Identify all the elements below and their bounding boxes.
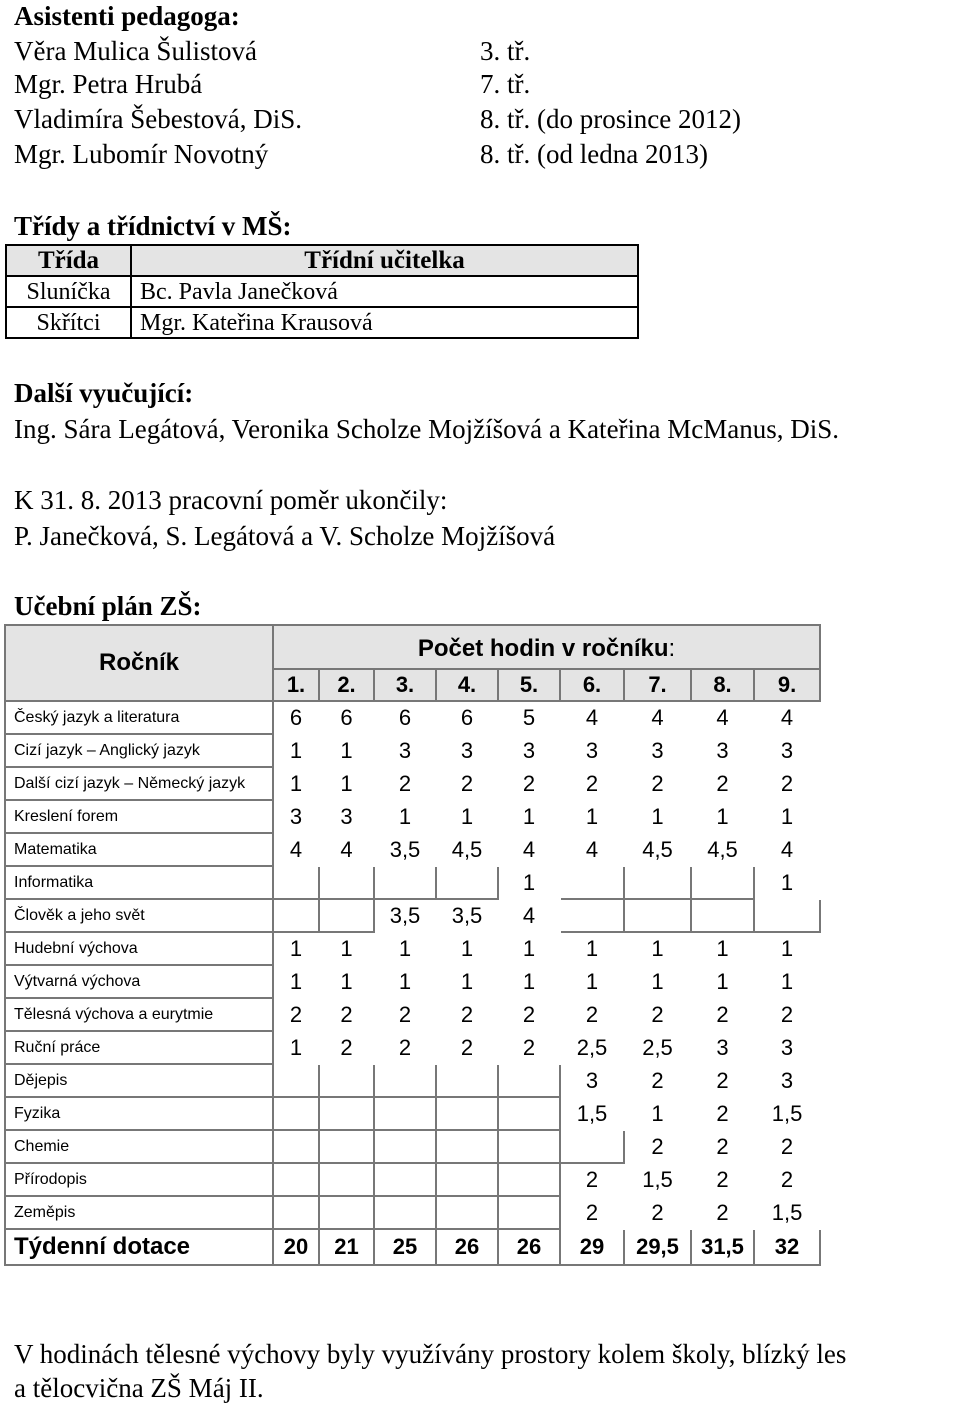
zs-heading: Učební plán ZŠ: — [14, 591, 202, 621]
zs-value-cell — [319, 1196, 374, 1229]
zs-value-cell: 4 — [273, 833, 319, 866]
zs-subject-cell: Přírodopis — [5, 1163, 273, 1196]
zs-value-cell: 2 — [498, 998, 560, 1031]
zs-value-cell: 3 — [498, 734, 560, 767]
zs-value-cell — [374, 866, 436, 899]
zs-grade-cell: 7. — [624, 669, 691, 701]
zs-value-cell: 2 — [691, 1163, 754, 1196]
zs-value-cell: 2 — [754, 767, 820, 800]
zs-value-cell: 1,5 — [624, 1163, 691, 1196]
zs-value-cell — [374, 1130, 436, 1163]
zs-value-cell: 1 — [319, 734, 374, 767]
zs-subject-cell: Matematika — [5, 833, 273, 866]
zs-value-cell — [319, 1163, 374, 1196]
zs-value-cell: 1 — [436, 932, 498, 965]
zs-value-cell: 3 — [374, 734, 436, 767]
zs-value-cell — [498, 1130, 560, 1163]
zs-value-cell: 3 — [691, 1031, 754, 1064]
zs-value-cell: 1,5 — [560, 1097, 624, 1130]
zs-value-cell: 2 — [560, 1196, 624, 1229]
zs-value-cell: 2 — [691, 767, 754, 800]
zs-value-cell: 1 — [319, 932, 374, 965]
zs-subject-cell: Dějepis — [5, 1064, 273, 1097]
zs-value-cell: 4,5 — [691, 833, 754, 866]
zs-value-cell: 2 — [436, 998, 498, 1031]
zs-total-cell: 32 — [754, 1229, 820, 1265]
zs-value-cell: 3 — [436, 734, 498, 767]
zs-value-cell: 2 — [436, 1031, 498, 1064]
zs-value-cell: 3 — [273, 800, 319, 833]
table-row — [5, 833, 820, 866]
ukoncili-line1: K 31. 8. 2013 pracovní poměr ukončily: — [14, 485, 448, 515]
zs-value-cell: 2 — [754, 1130, 820, 1163]
zs-value-cell: 3 — [754, 734, 820, 767]
asistent-class: 8. tř. (od ledna 2013) — [480, 139, 708, 169]
zs-subject-cell: Chemie — [5, 1130, 273, 1163]
zs-subject-cell: Kreslení forem — [5, 800, 273, 833]
zs-total-label: Týdenní dotace — [5, 1229, 273, 1265]
ms-col-class: Třída — [6, 245, 131, 276]
zs-value-cell — [273, 1196, 319, 1229]
footer-line1: V hodinách tělesné výchovy byly využívány prostory kolem školy, blízký les — [14, 1339, 847, 1369]
ms-table — [5, 244, 639, 339]
zs-value-cell — [319, 1097, 374, 1130]
zs-value-cell: 1 — [319, 767, 374, 800]
zs-header-row — [5, 625, 820, 669]
zs-value-cell: 2 — [754, 998, 820, 1031]
zs-value-cell: 6 — [436, 701, 498, 734]
zs-grade-cell: 3. — [374, 669, 436, 701]
zs-value-cell: 1 — [374, 965, 436, 998]
table-row — [5, 965, 820, 998]
zs-value-cell: 6 — [374, 701, 436, 734]
zs-value-cell: 1 — [754, 800, 820, 833]
table-row — [5, 701, 820, 734]
zs-value-cell — [319, 1064, 374, 1097]
zs-value-cell: 4 — [498, 833, 560, 866]
asistent-name: Věra Mulica Šulistová — [14, 36, 257, 66]
zs-value-cell — [691, 899, 754, 932]
zs-value-cell: 1 — [498, 965, 560, 998]
zs-value-cell: 2 — [624, 1064, 691, 1097]
zs-value-cell: 1 — [436, 800, 498, 833]
zs-value-cell: 2 — [560, 767, 624, 800]
zs-col-group-label: Počet hodin v ročníku — [417, 635, 669, 662]
zs-value-cell: 2 — [498, 1031, 560, 1064]
zs-value-cell: 1 — [498, 932, 560, 965]
zs-value-cell — [754, 899, 820, 932]
zs-value-cell — [560, 866, 624, 899]
zs-total-cell: 29,5 — [624, 1229, 691, 1265]
zs-value-cell: 3 — [624, 734, 691, 767]
zs-col-subject: Ročník — [5, 625, 273, 701]
table-row — [5, 734, 820, 767]
zs-subject-cell: Informatika — [5, 866, 273, 899]
zs-value-cell: 1 — [691, 800, 754, 833]
zs-value-cell: 2 — [624, 1196, 691, 1229]
zs-value-cell: 1 — [691, 932, 754, 965]
ms-teacher-cell: Mgr. Kateřina Krausová — [131, 307, 638, 338]
ms-table-header — [6, 245, 638, 276]
zs-subject-cell: Ruční práce — [5, 1031, 273, 1064]
zs-value-cell: 1,5 — [754, 1097, 820, 1130]
zs-subject-cell: Český jazyk a literatura — [5, 701, 273, 734]
zs-value-cell — [436, 1163, 498, 1196]
zs-value-cell — [436, 1130, 498, 1163]
zs-value-cell — [498, 1097, 560, 1130]
asistent-name: Vladimíra Šebestová, DiS. — [14, 104, 302, 134]
zs-value-cell: 3 — [560, 734, 624, 767]
zs-value-cell — [273, 899, 319, 932]
zs-value-cell: 2 — [319, 1031, 374, 1064]
footer-line2: a tělocvična ZŠ Máj II. — [14, 1373, 264, 1403]
table-row — [5, 932, 820, 965]
zs-grade-cell: 2. — [319, 669, 374, 701]
zs-value-cell — [498, 1163, 560, 1196]
zs-value-cell: 2 — [691, 998, 754, 1031]
zs-total-cell: 29 — [560, 1229, 624, 1265]
zs-value-cell: 2 — [374, 1031, 436, 1064]
zs-value-cell — [319, 1130, 374, 1163]
zs-value-cell: 2 — [691, 1097, 754, 1130]
zs-value-cell: 1 — [374, 932, 436, 965]
zs-value-cell: 6 — [319, 701, 374, 734]
zs-value-cell: 1 — [374, 800, 436, 833]
zs-value-cell: 4 — [498, 899, 560, 932]
zs-value-cell — [498, 1064, 560, 1097]
zs-value-cell: 2 — [374, 998, 436, 1031]
zs-value-cell: 1 — [273, 932, 319, 965]
zs-value-cell: 3,5 — [436, 899, 498, 932]
zs-value-cell — [624, 866, 691, 899]
asistent-name: Mgr. Lubomír Novotný — [14, 139, 269, 169]
zs-value-cell: 1 — [624, 800, 691, 833]
zs-value-cell: 4 — [624, 701, 691, 734]
zs-value-cell: 2 — [374, 767, 436, 800]
table-row — [5, 767, 820, 800]
zs-value-cell: 1 — [273, 734, 319, 767]
zs-value-cell: 2 — [691, 1196, 754, 1229]
zs-value-cell: 2 — [691, 1064, 754, 1097]
dalsi-heading: Další vyučující: — [14, 378, 194, 408]
zs-value-cell: 2 — [560, 998, 624, 1031]
ms-col-teacher: Třídní učitelka — [131, 245, 638, 276]
ms-class-cell: Skřítci — [6, 307, 131, 338]
table-row — [5, 899, 820, 932]
zs-value-cell — [436, 1196, 498, 1229]
zs-value-cell — [319, 899, 374, 932]
zs-value-cell: 4,5 — [436, 833, 498, 866]
zs-value-cell — [560, 1130, 624, 1163]
table-row — [5, 1163, 820, 1196]
zs-grade-cell: 8. — [691, 669, 754, 701]
zs-value-cell: 2,5 — [624, 1031, 691, 1064]
zs-value-cell: 2 — [624, 767, 691, 800]
table-row — [5, 800, 820, 833]
zs-value-cell: 1,5 — [754, 1196, 820, 1229]
table-row — [5, 1097, 820, 1130]
zs-value-cell — [374, 1097, 436, 1130]
zs-value-cell: 1 — [754, 965, 820, 998]
ukoncili-line2: P. Janečková, S. Legátová a V. Scholze Mojžíšová — [14, 521, 556, 551]
table-row — [5, 866, 820, 899]
zs-subject-cell: Cizí jazyk – Anglický jazyk — [5, 734, 273, 767]
zs-value-cell: 2 — [319, 998, 374, 1031]
zs-value-cell: 4 — [754, 833, 820, 866]
zs-total-cell: 31,5 — [691, 1229, 754, 1265]
zs-value-cell: 2 — [436, 767, 498, 800]
zs-value-cell — [498, 1196, 560, 1229]
zs-value-cell — [624, 899, 691, 932]
zs-body — [5, 701, 820, 1229]
zs-value-cell: 3,5 — [374, 899, 436, 932]
zs-value-cell: 2 — [624, 1130, 691, 1163]
zs-value-cell: 3 — [319, 800, 374, 833]
zs-value-cell: 2 — [754, 1163, 820, 1196]
zs-value-cell — [436, 1064, 498, 1097]
zs-value-cell: 2 — [560, 1163, 624, 1196]
zs-col-group-colon: : — [668, 635, 676, 662]
zs-value-cell: 1 — [754, 866, 820, 899]
zs-value-cell — [436, 866, 498, 899]
zs-value-cell — [319, 866, 374, 899]
zs-total-row — [5, 1229, 820, 1265]
zs-value-cell: 1 — [436, 965, 498, 998]
zs-total-cell: 20 — [273, 1229, 319, 1265]
zs-subject-cell: Výtvarná výchova — [5, 965, 273, 998]
zs-value-cell: 4 — [319, 833, 374, 866]
zs-value-cell — [273, 866, 319, 899]
zs-value-cell: 2 — [624, 998, 691, 1031]
zs-value-cell: 1 — [560, 800, 624, 833]
zs-value-cell — [374, 1163, 436, 1196]
zs-plan — [4, 624, 819, 1299]
zs-value-cell: 6 — [273, 701, 319, 734]
ms-heading: Třídy a třídnictví v MŠ: — [14, 211, 292, 241]
zs-value-cell — [374, 1196, 436, 1229]
zs-value-cell: 2,5 — [560, 1031, 624, 1064]
zs-value-cell: 5 — [498, 701, 560, 734]
zs-value-cell — [273, 1064, 319, 1097]
zs-value-cell: 2 — [691, 1130, 754, 1163]
zs-value-cell: 1 — [319, 965, 374, 998]
zs-value-cell — [273, 1163, 319, 1196]
zs-value-cell — [374, 1064, 436, 1097]
zs-value-cell: 1 — [691, 965, 754, 998]
zs-total-cell: 26 — [498, 1229, 560, 1265]
zs-value-cell — [273, 1097, 319, 1130]
table-row — [5, 998, 820, 1031]
zs-subject-cell: Člověk a jeho svět — [5, 899, 273, 932]
zs-total-cell: 25 — [374, 1229, 436, 1265]
zs-value-cell: 4,5 — [624, 833, 691, 866]
table-row — [6, 307, 638, 338]
zs-value-cell: 4 — [560, 833, 624, 866]
table-row — [5, 1031, 820, 1064]
zs-value-cell: 1 — [273, 965, 319, 998]
zs-value-cell: 2 — [498, 767, 560, 800]
zs-value-cell: 1 — [498, 866, 560, 899]
table-row — [5, 1196, 820, 1229]
zs-value-cell: 4 — [560, 701, 624, 734]
zs-value-cell: 1 — [624, 965, 691, 998]
asistent-class: 8. tř. (do prosince 2012) — [480, 104, 741, 134]
zs-value-cell: 2 — [273, 998, 319, 1031]
zs-total-cell: 21 — [319, 1229, 374, 1265]
zs-value-cell — [273, 1130, 319, 1163]
zs-subject-cell: Zeměpis — [5, 1196, 273, 1229]
zs-value-cell: 4 — [691, 701, 754, 734]
zs-value-cell: 3 — [560, 1064, 624, 1097]
zs-value-cell: 1 — [273, 1031, 319, 1064]
dalsi-text: Ing. Sára Legátová, Veronika Scholze Mojžíšová a Kateřina McManus, DiS. — [14, 414, 840, 444]
asistent-class: 3. tř. — [480, 36, 531, 66]
ms-teacher-cell: Bc. Pavla Janečková — [131, 276, 638, 307]
zs-value-cell: 3 — [754, 1064, 820, 1097]
asistenti-heading: Asistenti pedagoga: — [14, 1, 240, 31]
zs-subject-cell: Tělesná výchova a eurytmie — [5, 998, 273, 1031]
zs-grade-cell: 6. — [560, 669, 624, 701]
zs-subject-cell: Další cizí jazyk – Německý jazyk — [5, 767, 273, 800]
zs-value-cell: 3 — [754, 1031, 820, 1064]
ms-class-cell: Sluníčka — [6, 276, 131, 307]
asistent-class: 7. tř. — [480, 69, 531, 99]
zs-value-cell — [436, 1097, 498, 1130]
zs-subject-cell: Hudební výchova — [5, 932, 273, 965]
table-row — [5, 1064, 820, 1097]
zs-value-cell: 1 — [624, 932, 691, 965]
zs-value-cell: 1 — [498, 800, 560, 833]
zs-value-cell: 1 — [560, 932, 624, 965]
zs-grade-cell: 4. — [436, 669, 498, 701]
zs-grade-cell: 5. — [498, 669, 560, 701]
zs-table — [4, 624, 821, 1266]
zs-grade-cell: 9. — [754, 669, 820, 701]
zs-total-cell: 26 — [436, 1229, 498, 1265]
asistent-name: Mgr. Petra Hrubá — [14, 69, 203, 99]
zs-subject-cell: Fyzika — [5, 1097, 273, 1130]
table-row — [6, 276, 638, 307]
zs-value-cell — [691, 866, 754, 899]
zs-value-cell — [560, 899, 624, 932]
zs-value-cell: 1 — [754, 932, 820, 965]
zs-value-cell: 1 — [624, 1097, 691, 1130]
zs-value-cell: 3 — [691, 734, 754, 767]
zs-value-cell: 3,5 — [374, 833, 436, 866]
table-row — [5, 1130, 820, 1163]
zs-value-cell: 1 — [273, 767, 319, 800]
zs-value-cell: 4 — [754, 701, 820, 734]
zs-grade-cell: 1. — [273, 669, 319, 701]
zs-col-group — [273, 625, 820, 669]
zs-value-cell: 1 — [560, 965, 624, 998]
